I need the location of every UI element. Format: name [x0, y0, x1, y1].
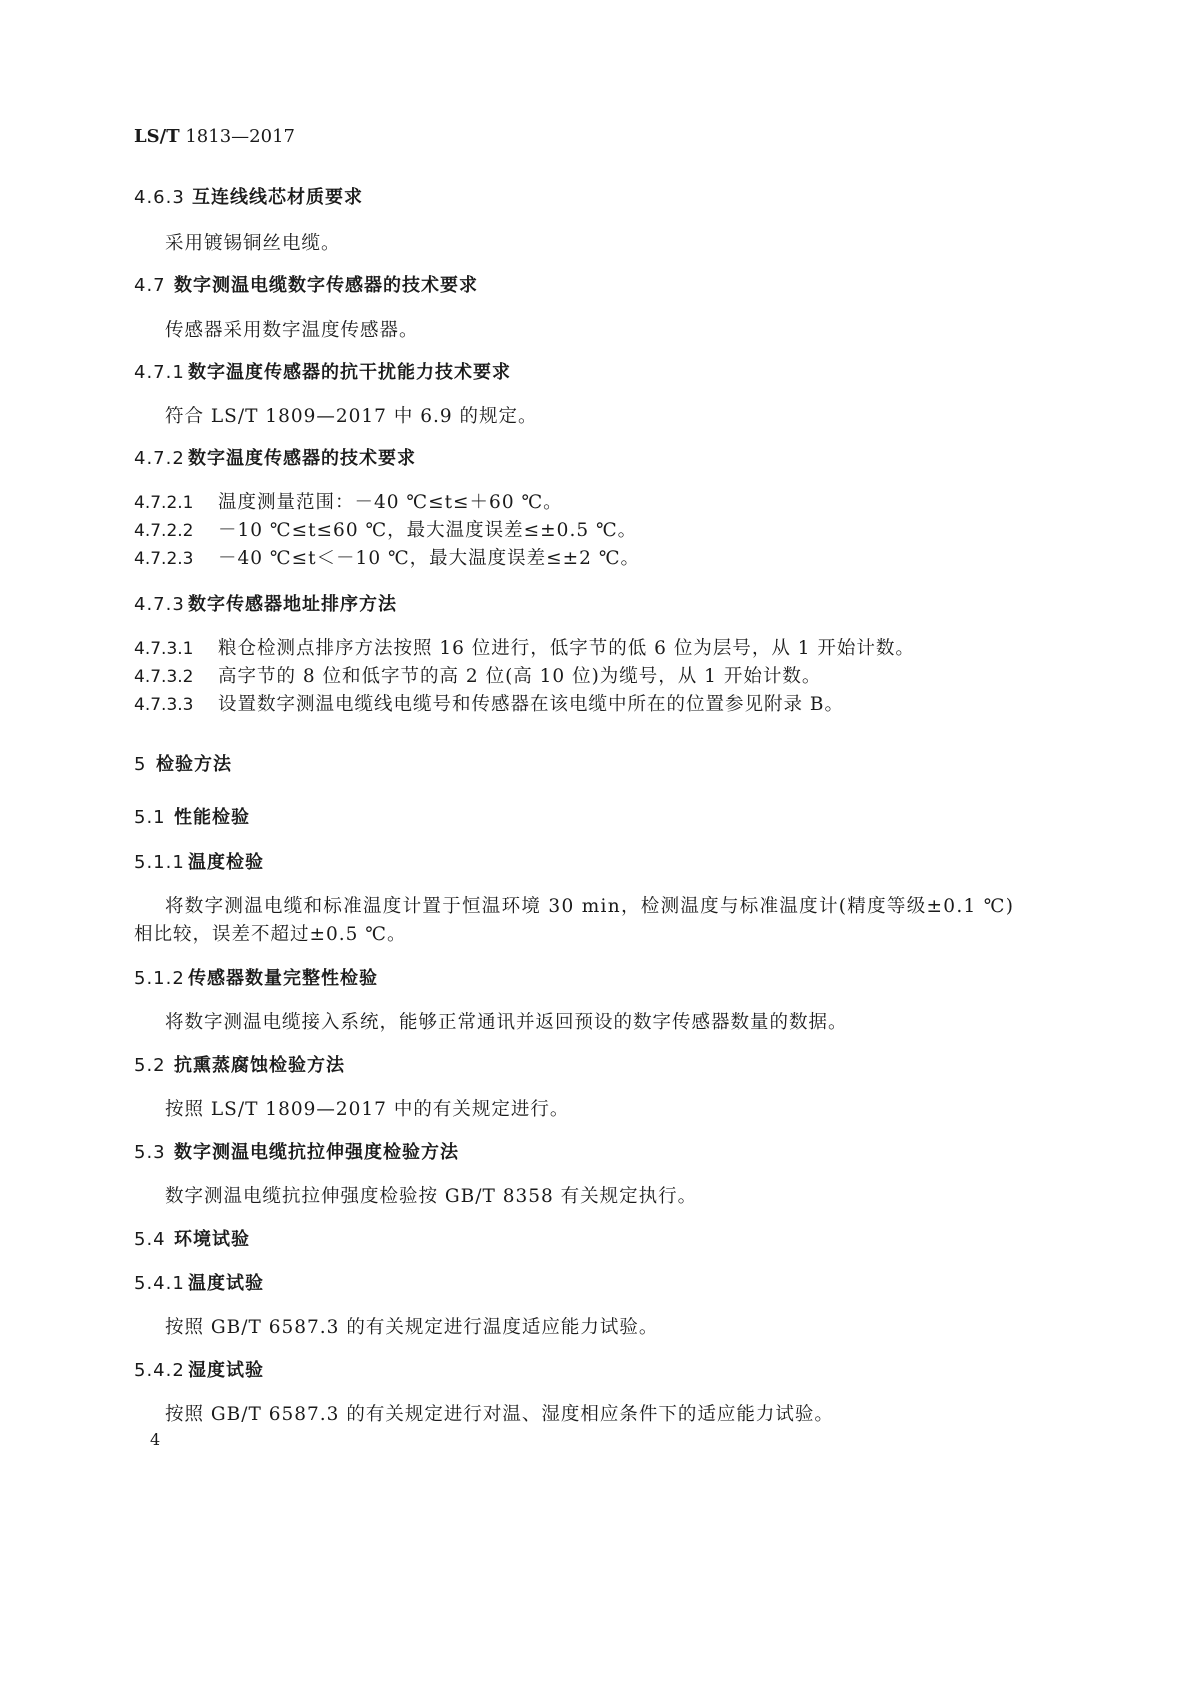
item-number: 4.7.2.3: [134, 549, 194, 569]
item-text: －40 ℃≤t＜－10 ℃，最大温度误差≤±2 ℃。: [218, 548, 641, 569]
section-number: 5.1: [134, 807, 166, 828]
section-number: 5.4.2: [134, 1360, 185, 1381]
list-item: [134, 690, 844, 716]
section-title: 性能检验: [174, 807, 250, 828]
heading-4-7-1: [134, 358, 511, 384]
heading-4-6-3: [134, 183, 363, 209]
heading-5-3: [134, 1138, 459, 1164]
heading-5-4: [134, 1225, 250, 1251]
item-text: 设置数字测温电缆线电缆号和传感器在该电缆中所在的位置参见附录 B。: [218, 694, 844, 715]
section-number: 5: [134, 754, 147, 775]
list-item: [134, 488, 563, 514]
item-number: 4.7.3.3: [134, 695, 194, 715]
heading-5: [134, 750, 232, 776]
section-title: 数字温度传感器的技术要求: [188, 448, 416, 469]
paragraph: 符合 LS/T 1809—2017 中 6.9 的规定。: [165, 406, 538, 427]
heading-4-7-3: [134, 590, 397, 616]
section-number: 5.4: [134, 1229, 166, 1250]
section-number: 5.4.1: [134, 1273, 185, 1294]
paragraph: 按照 GB/T 6587.3 的有关规定进行温度适应能力试验。: [165, 1317, 659, 1338]
section-number: 4.7.2: [134, 448, 185, 469]
section-title: 湿度试验: [188, 1360, 264, 1381]
section-number: 4.7.1: [134, 362, 185, 383]
section-title: 数字传感器地址排序方法: [188, 594, 397, 615]
heading-5-1: [134, 803, 250, 829]
item-number: 4.7.2.2: [134, 521, 194, 541]
section-title: 温度试验: [188, 1273, 264, 1294]
standard-code-number: 1813—2017: [185, 126, 295, 147]
section-number: 5.3: [134, 1142, 166, 1163]
section-title: 抗熏蒸腐蚀检验方法: [174, 1055, 345, 1076]
paragraph: 传感器采用数字温度传感器。: [165, 320, 419, 341]
item-number: 4.7.3.1: [134, 639, 194, 659]
page-number: 4: [150, 1430, 161, 1449]
list-item: [134, 634, 915, 660]
item-number: 4.7.3.2: [134, 667, 194, 687]
section-number: 5.1.2: [134, 968, 185, 989]
paragraph: 将数字测温电缆接入系统，能够正常通讯并返回预设的数字传感器数量的数据。: [165, 1012, 848, 1033]
section-title: 温度检验: [188, 852, 264, 873]
section-title: 数字温度传感器的抗干扰能力技术要求: [188, 362, 511, 383]
paragraph: 采用镀锡铜丝电缆。: [165, 233, 341, 254]
heading-5-4-2: [134, 1356, 264, 1382]
item-text: 粮仓检测点排序方法按照 16 位进行，低字节的低 6 位为层号，从 1 开始计数。: [218, 638, 915, 659]
section-title: 互连线线芯材质要求: [192, 187, 363, 208]
heading-5-1-1: [134, 848, 264, 874]
item-text: 温度测量范围：－40 ℃≤t≤＋60 ℃。: [218, 492, 563, 513]
heading-5-2: [134, 1051, 345, 1077]
heading-5-1-2: [134, 964, 378, 990]
section-number: 5.2: [134, 1055, 166, 1076]
section-number: 4.7: [134, 275, 166, 296]
list-item: [134, 516, 637, 542]
paragraph-continued: 相比较，误差不超过±0.5 ℃。: [134, 924, 407, 945]
section-number: 4.6.3: [134, 187, 185, 208]
item-number: 4.7.2.1: [134, 493, 194, 513]
paragraph: 将数字测温电缆和标准温度计置于恒温环境 30 min，检测温度与标准温度计(精度等级±0.1 ℃): [165, 896, 1015, 917]
heading-4-7-2: [134, 444, 416, 470]
section-title: 数字测温电缆抗拉伸强度检验方法: [174, 1142, 459, 1163]
item-text: －10 ℃≤t≤60 ℃，最大温度误差≤±0.5 ℃。: [218, 520, 638, 541]
section-title: 环境试验: [174, 1229, 250, 1250]
paragraph: 按照 GB/T 6587.3 的有关规定进行对温、湿度相应条件下的适应能力试验。: [165, 1404, 834, 1425]
paragraph: 按照 LS/T 1809—2017 中的有关规定进行。: [165, 1099, 570, 1120]
section-title: 数字测温电缆数字传感器的技术要求: [174, 275, 478, 296]
list-item: [134, 662, 821, 688]
section-title: 传感器数量完整性检验: [188, 968, 378, 989]
paragraph: 数字测温电缆抗拉伸强度检验按 GB/T 8358 有关规定执行。: [165, 1186, 698, 1207]
section-number: 4.7.3: [134, 594, 185, 615]
standard-code: [134, 126, 295, 147]
item-text: 高字节的 8 位和低字节的高 2 位(高 10 位)为缆号，从 1 开始计数。: [218, 666, 822, 687]
section-title: 检验方法: [156, 754, 232, 775]
section-number: 5.1.1: [134, 852, 185, 873]
heading-5-4-1: [134, 1269, 264, 1295]
list-item: [134, 544, 640, 570]
heading-4-7: [134, 271, 478, 297]
standard-code-prefix: LS/T: [134, 126, 180, 147]
